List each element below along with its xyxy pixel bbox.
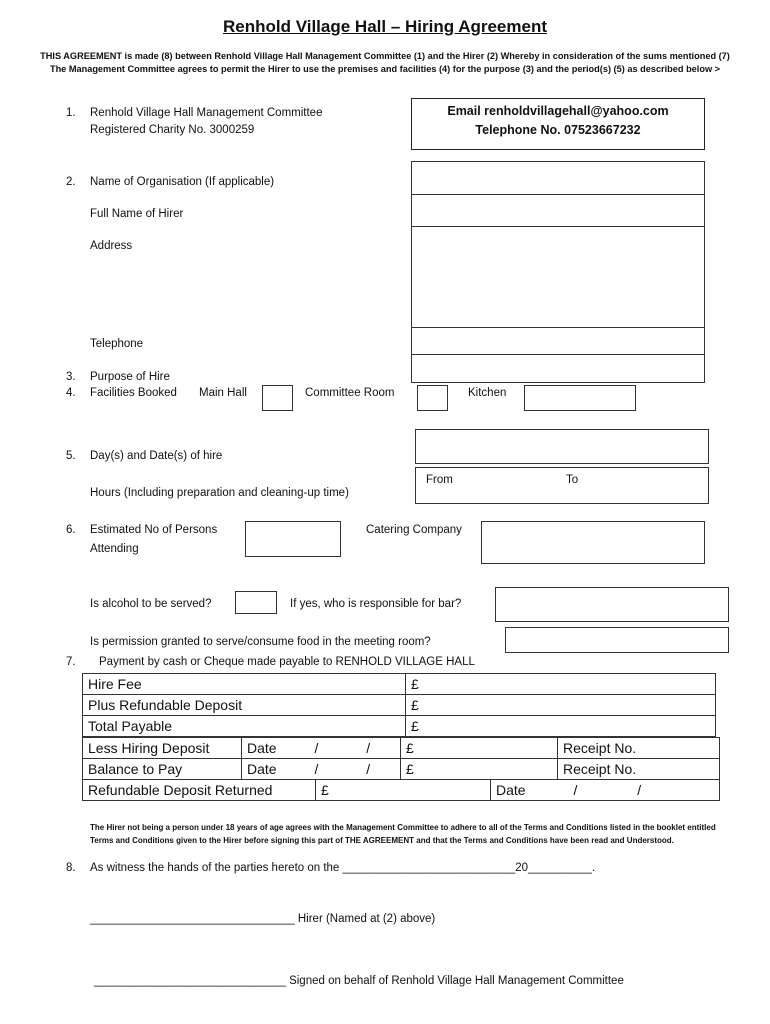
section-7-number: 7. xyxy=(66,656,76,668)
dates-label: Day(s) and Date(s) of hire xyxy=(90,450,223,462)
page-title: Renhold Village Hall – Hiring Agreement xyxy=(222,17,547,36)
bar-field[interactable] xyxy=(495,587,729,622)
terms-statement: The Hirer not being a person under 18 years of age agrees with the Management Committee to adhere to all of the Terms and Conditions listed in the booklet entitled Terms and Conditions given to the Hirer before signing this part of THE AGREEMENT and that the Terms and Conditions have been read and Understood. xyxy=(90,823,716,845)
date-label: Date xyxy=(496,782,526,798)
deposit-label: Plus Refundable Deposit xyxy=(83,695,406,716)
balance-receipt[interactable]: Receipt No. xyxy=(558,759,720,780)
food-field[interactable] xyxy=(505,627,729,653)
catering-label: Catering Company xyxy=(366,524,462,536)
section-2-number: 2. xyxy=(66,176,76,188)
committee-room-checkbox[interactable] xyxy=(417,385,448,411)
charity-number: Registered Charity No. 3000259 xyxy=(90,124,255,136)
section-6-number: 6. xyxy=(66,524,76,536)
section-1-number: 1. xyxy=(66,107,76,119)
date-separator: / xyxy=(314,761,319,777)
balance-label: Balance to Pay xyxy=(83,759,242,780)
committee-room-label: Committee Room xyxy=(305,387,395,399)
from-label: From xyxy=(426,474,453,486)
address-label: Address xyxy=(90,240,133,252)
persons-label-2: Attending xyxy=(90,543,139,555)
hirer-name-field[interactable] xyxy=(411,194,705,227)
returned-label: Refundable Deposit Returned xyxy=(83,780,316,801)
hours-field[interactable] xyxy=(415,467,709,504)
purpose-label: Purpose of Hire xyxy=(90,371,170,383)
table-row xyxy=(83,674,716,695)
date-separator: / xyxy=(366,740,371,756)
section-8-number: 8. xyxy=(66,862,76,874)
hire-fee-label: Hire Fee xyxy=(83,674,406,695)
deposit-amount[interactable]: £ xyxy=(406,695,716,716)
contact-email: Email renholdvillagehall@yahoo.com xyxy=(447,104,669,118)
table-row xyxy=(83,738,720,759)
returned-amount[interactable]: £ xyxy=(316,780,491,801)
payment-instructions: Payment by cash or Cheque made payable to RENHOLD VILLAGE HALL xyxy=(99,656,475,668)
section-5-number: 5. xyxy=(66,450,76,462)
balance-date[interactable] xyxy=(242,759,401,780)
committee-name: Renhold Village Hall Management Committee xyxy=(90,107,323,119)
address-field[interactable] xyxy=(411,226,705,328)
returned-table xyxy=(82,779,720,801)
telephone-field[interactable] xyxy=(411,327,705,355)
alcohol-field[interactable] xyxy=(235,591,277,614)
table-row xyxy=(83,716,716,737)
less-deposit-receipt[interactable]: Receipt No. xyxy=(558,738,720,759)
dates-field[interactable] xyxy=(415,429,709,464)
date-separator: / xyxy=(637,782,642,798)
contact-box xyxy=(411,98,705,150)
catering-field[interactable] xyxy=(481,521,705,564)
date-separator: / xyxy=(573,782,578,798)
total-amount[interactable]: £ xyxy=(406,716,716,737)
persons-field[interactable] xyxy=(245,521,341,557)
total-label: Total Payable xyxy=(83,716,406,737)
date-label: Date xyxy=(247,761,277,777)
facilities-label: Facilities Booked xyxy=(90,387,177,399)
witness-line[interactable]: As witness the hands of the parties hereto on the ___________________________20__________. xyxy=(90,862,596,874)
persons-label: Estimated No of Persons xyxy=(90,524,218,536)
table-row xyxy=(83,759,720,780)
telephone-label: Telephone xyxy=(90,338,144,350)
hire-fee-amount[interactable]: £ xyxy=(406,674,716,695)
table-row xyxy=(83,780,720,801)
table-row xyxy=(83,695,716,716)
committee-signature-line[interactable]: ______________________________ Signed on behalf of Renhold Village Hall Management Committee xyxy=(94,975,624,987)
date-separator: / xyxy=(314,740,319,756)
organisation-field[interactable] xyxy=(411,161,705,195)
alcohol-label: Is alcohol to be served? xyxy=(90,598,212,610)
balance-amount[interactable]: £ xyxy=(401,759,558,780)
kitchen-label: Kitchen xyxy=(468,387,507,399)
food-label: Is permission granted to serve/consume food in the meeting room? xyxy=(90,636,431,648)
to-label: To xyxy=(566,474,579,486)
fee-table xyxy=(82,673,716,737)
hirer-name-label: Full Name of Hirer xyxy=(90,208,184,220)
returned-date[interactable] xyxy=(491,780,720,801)
hirer-signature-line[interactable]: ________________________________ Hirer (Named at (2) above) xyxy=(90,913,436,925)
organisation-label: Name of Organisation (If applicable) xyxy=(90,176,275,188)
bar-label: If yes, who is responsible for bar? xyxy=(290,598,462,610)
main-hall-checkbox[interactable] xyxy=(262,385,293,411)
less-deposit-amount[interactable]: £ xyxy=(401,738,558,759)
less-deposit-label: Less Hiring Deposit xyxy=(83,738,242,759)
section-3-number: 3. xyxy=(66,371,76,383)
purpose-field[interactable] xyxy=(411,354,705,383)
kitchen-field[interactable] xyxy=(524,385,636,411)
hours-label: Hours (Including preparation and cleaning-up time) xyxy=(90,487,349,499)
agreement-intro: THIS AGREEMENT is made (8) between Renhold Village Hall Management Committee (1) and the Hirer (2) Whereby in consideration of the sums mentioned (7) The Management Committee agrees to permit the Hirer to use the premises and facilities (4) for the purpose (3) and the period(s) (5) as described below > xyxy=(40,51,730,74)
less-deposit-date[interactable] xyxy=(242,738,401,759)
contact-telephone: Telephone No. 07523667232 xyxy=(475,123,641,137)
date-separator: / xyxy=(366,761,371,777)
main-hall-label: Main Hall xyxy=(199,387,247,399)
section-4-number: 4. xyxy=(66,387,76,399)
date-label: Date xyxy=(247,740,277,756)
payments-table xyxy=(82,737,720,780)
